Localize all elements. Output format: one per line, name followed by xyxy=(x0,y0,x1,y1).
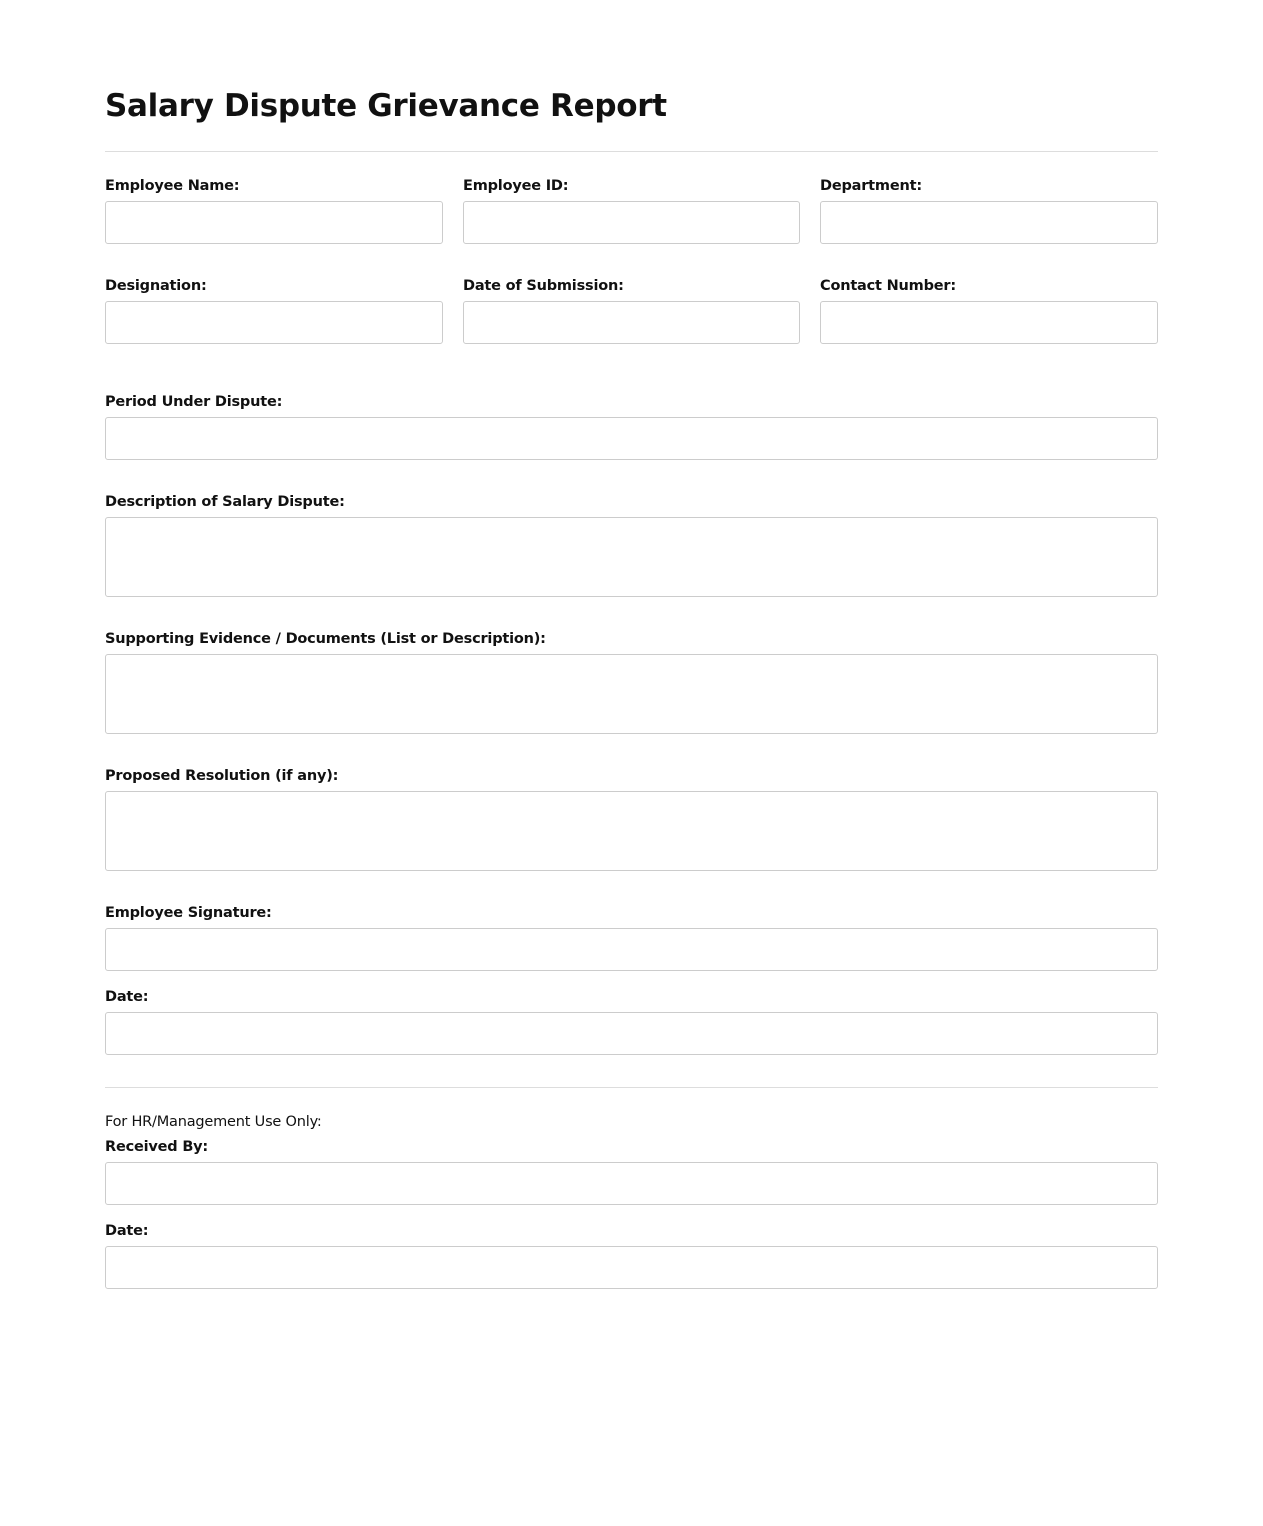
period-under-dispute-label: Period Under Dispute: xyxy=(105,394,283,410)
proposed-resolution-textarea[interactable] xyxy=(105,791,1158,871)
contact-number-input[interactable] xyxy=(820,301,1158,344)
supporting-evidence-textarea[interactable] xyxy=(105,654,1158,734)
department-label: Department: xyxy=(820,178,922,194)
hr-date-label: Date: xyxy=(105,1223,149,1239)
employee-name-input[interactable] xyxy=(105,201,443,244)
employee-date-label: Date: xyxy=(105,989,149,1005)
received-by-input[interactable] xyxy=(105,1162,1158,1205)
date-of-submission-label: Date of Submission: xyxy=(463,278,624,294)
department-input[interactable] xyxy=(820,201,1158,244)
employee-id-label: Employee ID: xyxy=(463,178,569,194)
description-label: Description of Salary Dispute: xyxy=(105,494,345,510)
hr-section-divider xyxy=(105,1087,1158,1088)
hr-date-input[interactable] xyxy=(105,1246,1158,1289)
employee-date-input[interactable] xyxy=(105,1012,1158,1055)
employee-name-label: Employee Name: xyxy=(105,178,240,194)
contact-number-label: Contact Number: xyxy=(820,278,956,294)
designation-input[interactable] xyxy=(105,301,443,344)
description-textarea[interactable] xyxy=(105,517,1158,597)
designation-label: Designation: xyxy=(105,278,207,294)
received-by-label: Received By: xyxy=(105,1139,209,1155)
period-under-dispute-input[interactable] xyxy=(105,417,1158,460)
employee-signature-input[interactable] xyxy=(105,928,1158,971)
employee-id-input[interactable] xyxy=(463,201,800,244)
employee-signature-label: Employee Signature: xyxy=(105,905,272,921)
hr-section-heading: For HR/Management Use Only: xyxy=(105,1114,322,1130)
date-of-submission-input[interactable] xyxy=(463,301,800,344)
page-title: Salary Dispute Grievance Report xyxy=(105,88,667,124)
title-divider xyxy=(105,151,1158,152)
proposed-resolution-label: Proposed Resolution (if any): xyxy=(105,768,339,784)
supporting-evidence-label: Supporting Evidence / Documents (List or Description): xyxy=(105,631,546,647)
